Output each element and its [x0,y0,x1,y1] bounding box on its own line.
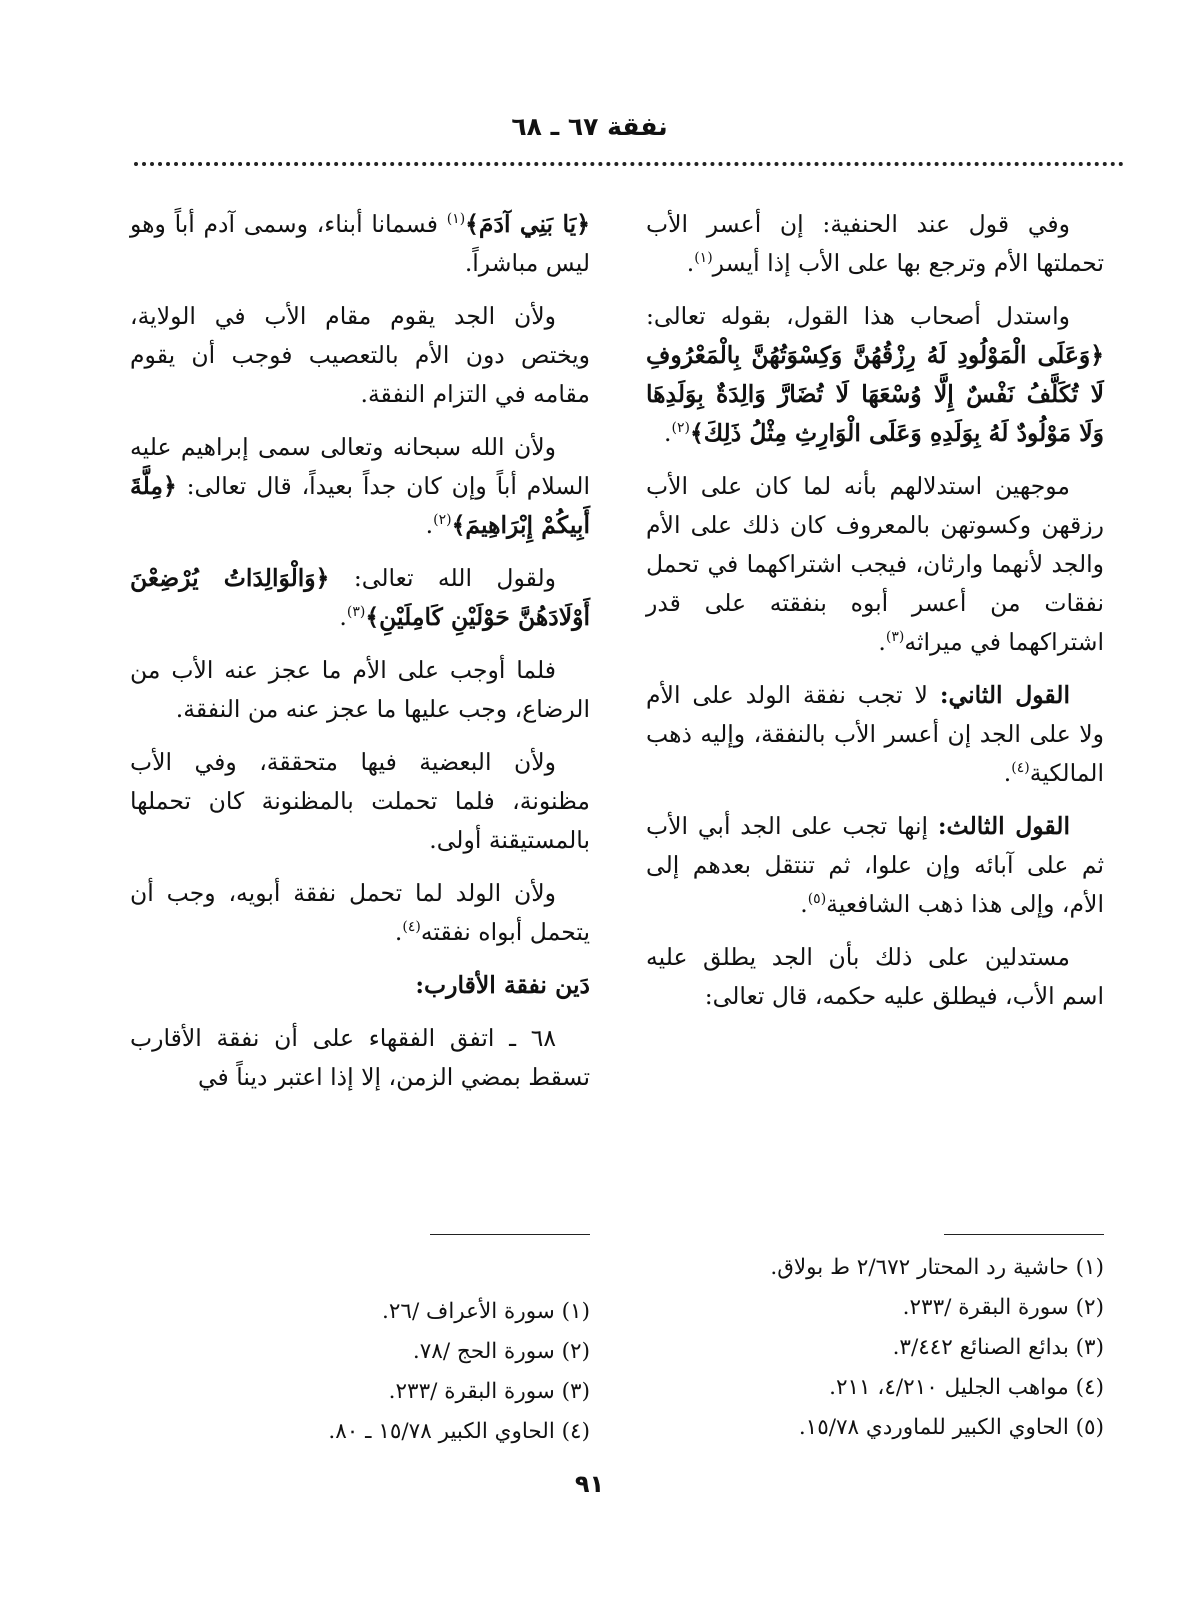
quran-verse: ﴿مِلَّةَ أَبِيكُمْ إِبْرَاهِيمَ﴾ [130,472,590,539]
paragraph: فلما أوجب على الأم ما عجز عنه الأب من الرضاع، وجب عليها ما عجز عنه من النفقة. [130,656,590,723]
header-dotted-rule [134,162,1124,166]
footnote-item: (١) حاشية رد المحتار ٢/٦٧٢ ط بولاق. [770,1255,1104,1280]
footnote-ref: (١) [694,250,713,267]
footnote-item: (٤) مواهب الجليل ٤/٢١٠، ٢١١. [829,1375,1104,1400]
paragraph: وفي قول عند الحنفية: إن أعسر الأب تحملتها الأم وترجع بها على الأب إذا أيسر$^{(١)}$. [646,210,1104,277]
left-column [130,205,590,1111]
paragraph: ولأن الله سبحانه وتعالى سمى إبراهيم عليه السلام أباً وإن كان جداً بعيداً، قال تعالى: ﴿مِلَّةَ أَبِيكُمْ إِبْرَاهِيمَ﴾$^{(٢)}$. [130,433,590,539]
section-lead: القول الثالث: [937,812,1070,840]
quran-verse: ﴿يَا بَنِي آدَمَ﴾ [465,210,590,238]
footnote-item: (٣) بدائع الصنائع ٣/٤٤٢. [892,1335,1104,1360]
right-column [646,205,1104,1030]
running-header: نفقة ٦٧ ـ ٦٨ [511,112,668,141]
footnote-item: (٢) سورة الحج /٧٨. [412,1339,590,1364]
page-number: ٩١ [574,1470,605,1498]
footnote-ref: (٣) [885,629,905,646]
footnote-ref: (٤) [402,919,421,936]
paragraph: ولأن الولد لما تحمل نفقة أبويه، وجب أن يتحمل أبواه نفقته$^{(٤)}$. [130,879,590,946]
quran-verse: ﴿وَعَلَى الْمَوْلُودِ لَهُ رِزْقُهُنَّ وَكِسْوَتُهُنَّ بِالْمَعْرُوفِ لَا تُكَلَّفُ نَفْسٌ إِلَّا وُسْعَهَا لَا تُضَارَّ وَالِدَةٌ بِوَلَدِهَا وَلَا مَوْلُودٌ لَهُ بِوَلَدِهِ وَعَلَى الْوَارِثِ مِثْلُ ذَلِكَ﴾ [646,341,1104,447]
footnote-separator [944,1234,1104,1235]
paragraph: ولأن البعضية فيها متحققة، وفي الأب مظنونة، فلما تحملت بالمظنونة كان تحملها بالمستيقنة أولى. [130,748,590,854]
footnote-ref: (٢) [671,420,690,437]
section-heading: دَين نفقة الأقارب: [415,971,590,999]
footnotes-right [646,1248,1104,1448]
paragraph: ولأن الجد يقوم مقام الأب في الولاية، ويختص دون الأم بالتعصيب فوجب أن يقوم مقامه في التزام النفقة. [130,302,590,408]
paragraph: ﴿يَا بَنِي آدَمَ﴾$^{(١)}$ فسمانا أبناء، وسمى آدم أباً وهو ليس مباشراً. [130,210,590,277]
footnote-item: (٣) سورة البقرة /٢٣٣. [388,1379,590,1404]
footnotes-left [130,1292,590,1452]
section-lead: القول الثاني: [939,681,1070,709]
footnote-item: (٢) سورة البقرة /٢٣٣. [902,1295,1104,1320]
paragraph: موجهين استدلالهم بأنه لما كان على الأب رزقهن وكسوتهن بالمعروف كان ذلك على الأم والجد لأنهما وارثان، فيجب اشتراكهما في تحمل نفقات من أعسر أبوه بنفقته على قدر اشتراكهما في ميراثه$^{(٣)}$. [646,472,1104,656]
footnote-item: (١) سورة الأعراف /٢٦. [382,1299,590,1324]
quran-verse: ﴿وَالْوَالِدَاتُ يُرْضِعْنَ أَوْلَادَهُنَّ حَوْلَيْنِ كَامِلَيْنِ﴾ [130,564,590,631]
footnote-ref: (٥) [807,891,827,908]
footnote-ref: (١) [446,211,466,228]
paragraph: واستدل أصحاب هذا القول، بقوله تعالى: ﴿وَعَلَى الْمَوْلُودِ لَهُ رِزْقُهُنَّ وَكِسْوَتُهُنَّ بِالْمَعْرُوفِ لَا تُكَلَّفُ نَفْسٌ إِلَّا وُسْعَهَا لَا تُضَارَّ وَالِدَةٌ بِوَلَدِهَا وَلَا مَوْلُودٌ لَهُ بِوَلَدِهِ وَعَلَى الْوَارِثِ مِثْلُ ذَلِكَ﴾$^{(٢)}$. [646,302,1104,447]
footnote-ref: (٤) [1011,760,1030,777]
footnote-ref: (٣) [346,604,366,621]
footnote-item: (٤) الحاوي الكبير ١٥/٧٨ ـ ٨٠. [328,1419,590,1444]
footnote-separator [430,1234,590,1235]
paragraph: ٦٨ ـ اتفق الفقهاء على أن نفقة الأقارب تسقط بمضي الزمن، إلا إذا اعتبر ديناً في [130,1024,590,1091]
footnote-ref: (٢) [433,512,452,529]
paragraph: مستدلين على ذلك بأن الجد يطلق عليه اسم الأب، فيطلق عليه حكمه، قال تعالى: [646,943,1104,1010]
paragraph: ولقول الله تعالى: ﴿وَالْوَالِدَاتُ يُرْضِعْنَ أَوْلَادَهُنَّ حَوْلَيْنِ كَامِلَيْنِ﴾$^{(٣)}$. [130,564,590,631]
paragraph: القول الثاني: لا تجب نفقة الولد على الأم ولا على الجد إن أعسر الأب بالنفقة، وإليه ذهب المالكية$^{(٤)}$. [646,681,1104,787]
paragraph: القول الثالث: إنها تجب على الجد أبي الأب ثم على آبائه وإن علوا، ثم تنتقل بعدهم إلى الأم، وإلى هذا ذهب الشافعية$^{(٥)}$. [646,812,1104,918]
footnote-item: (٥) الحاوي الكبير للماوردي ١٥/٧٨. [798,1415,1104,1440]
